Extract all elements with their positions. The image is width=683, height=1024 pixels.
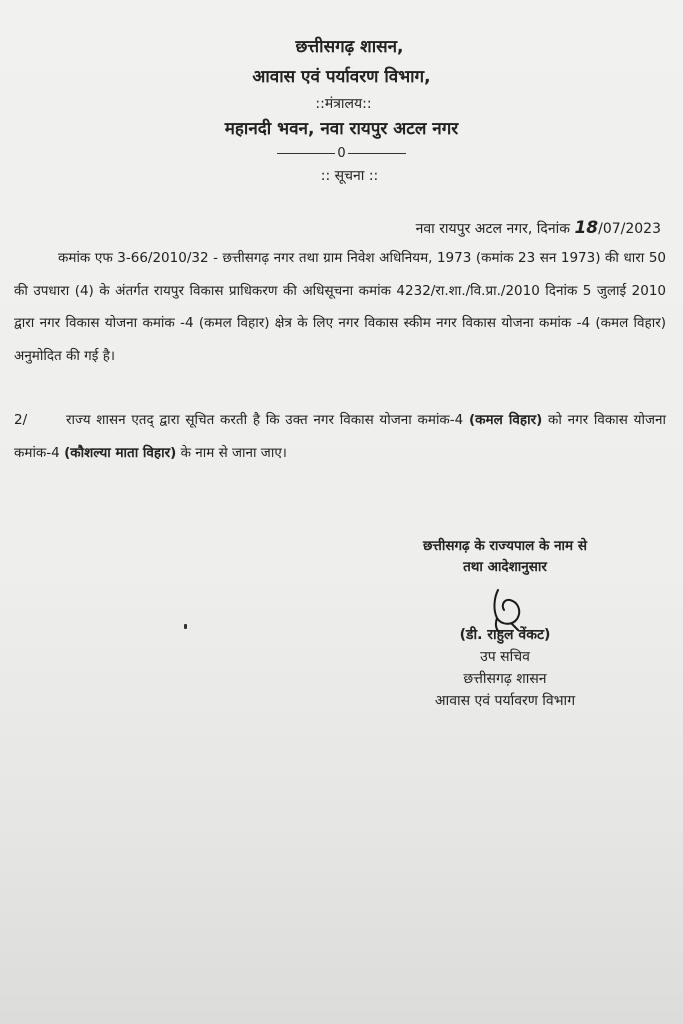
ink-speck — [184, 624, 187, 629]
notice-title: :: सूचना :: — [320, 168, 379, 184]
signatory-designation: उप सचिव — [480, 649, 530, 665]
signing-authority-line-2: तथा आदेशानुसार — [463, 559, 547, 575]
signatory-office-2: आवास एवं पर्यावरण विभाग — [434, 693, 576, 709]
signatory-details — [360, 624, 650, 712]
paragraph-2-text-3: के नाम से जाना जाए। — [176, 444, 287, 461]
header-department: आवास एवं पर्यावरण विभाग, — [252, 67, 431, 87]
paragraph-2-text-2: को नगर विकास योजना कमांक-4 — [14, 412, 666, 461]
dateline-day-handwritten: 18 — [574, 218, 599, 238]
header-government: छत्तीसगढ़ शासन, — [295, 37, 404, 57]
paragraph-2-new-name: (कौशल्या माता विहार) — [64, 444, 177, 461]
signatory-office-1: छत्तीसगढ़ शासन — [463, 671, 547, 687]
header-divider — [0, 146, 683, 161]
signatory-name: (डी. राहुल वेंकट) — [459, 627, 551, 643]
dateline-place: नवा रायपुर अटल नगर, दिनांक — [415, 221, 575, 237]
paragraph-2-text-1: राज्य शासन एतद् द्वारा सूचित करती है कि उक्त नगर विकास योजना कमांक-4 — [66, 412, 469, 428]
paragraph-2-number: 2/ — [14, 412, 28, 428]
header-address: महानदी भवन, नवा रायपुर अटल नगर — [224, 119, 459, 139]
dateline-month-year: /07/2023 — [598, 221, 661, 237]
paragraph-2 — [14, 404, 666, 469]
paragraph-2-old-name: (कमल विहार) — [469, 412, 543, 428]
divider-mark: 0 — [337, 146, 346, 161]
divider-line-left — [277, 153, 335, 154]
dateline — [416, 218, 661, 238]
signing-authority — [360, 536, 650, 578]
header-ministry: ::मंत्रालय:: — [315, 96, 372, 112]
signing-authority-line-1: छत्तीसगढ़ के राज्यपाल के नाम से — [423, 538, 587, 554]
divider-line-right — [348, 153, 406, 154]
paragraph-1: कमांक एफ 3-66/2010/32 - छत्तीसगढ़ नगर तथा ग्राम निवेश अधिनियम, 1973 (कमांक 23 सन 1973) की धारा 50 की उपधारा (4) के अंतर्गत रायपुर विकास प्राधिकरण की अधिसूचना कमांक 4232/रा.शा./वि.प्रा./2010 दिनांक 5 जुलाई 2010 द्वारा नगर विकास योजना कमांक -4 (कमल विहार) क्षेत्र के लिए नगर विकास स्कीम नगर विकास योजना कमांक -4 (कमल विहार) अनुमोदित की गई है। — [14, 250, 666, 364]
